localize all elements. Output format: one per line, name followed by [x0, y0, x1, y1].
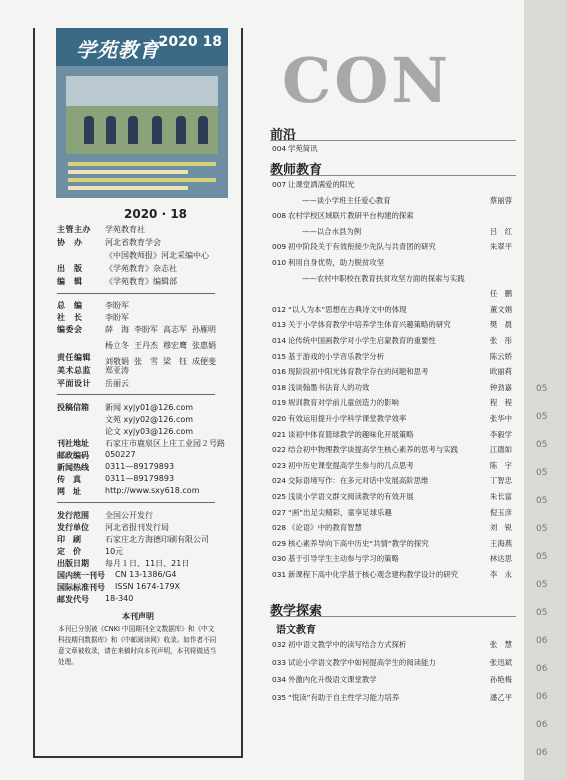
toc-author: 董文娟 — [489, 304, 512, 314]
toc-author: 刘 锐 — [489, 523, 512, 533]
toc-page-number: 031 — [272, 570, 287, 579]
toc-entry[interactable] — [272, 492, 518, 502]
toc-entry[interactable] — [272, 336, 518, 346]
toc-title: 试论小学语文教学中如何提高学生的阅读能力 — [288, 657, 436, 667]
toc-author: 张 慧 — [489, 640, 512, 649]
contact-row: 网 址 http://www.sxy618.com — [57, 486, 200, 496]
toc-entry[interactable] — [272, 320, 518, 330]
toc-page-number: 007 — [272, 180, 287, 189]
section-jiaoshi: 教师教育 — [270, 163, 323, 178]
toc-author: 潘乙平 — [489, 692, 512, 702]
staff-row: 编委会 — [57, 325, 83, 334]
toc-entry[interactable] — [272, 352, 518, 362]
toc-title: 浅谈小学语文群文阅读教学的有效开展 — [288, 492, 414, 501]
toc-page-number: 008 — [272, 211, 287, 221]
toc-title: 基于游戏的小学音乐教学分析 — [288, 351, 385, 361]
toc-entry[interactable] — [272, 242, 518, 252]
toc-page-number: 020 — [272, 414, 287, 423]
toc-author: 张华中 — [489, 414, 512, 423]
toc-page-number: 014 — [272, 336, 287, 345]
toc-author: 陈云娇 — [489, 351, 512, 361]
toc-author: 张迅斌 — [489, 657, 512, 667]
toc-entry[interactable] — [272, 554, 518, 564]
section-jiaoxue: 教学探索 — [270, 604, 323, 619]
toc-entry[interactable] — [272, 289, 518, 299]
contact-row: 新闻热线 0311—89179893 — [57, 462, 175, 472]
contact-row: 刊社地址 石家庄市鹿泉区上庄工业园２号路 — [57, 439, 225, 448]
toc-page-number: 018 — [272, 382, 287, 392]
toc-title: “悦读”有助于自主性学习能力培养 — [288, 692, 400, 702]
divider — [57, 502, 215, 503]
toc-page-number: 021 — [272, 429, 287, 439]
toc-entry[interactable] — [272, 658, 518, 668]
toc-entry[interactable] — [272, 227, 518, 237]
divider — [57, 394, 215, 395]
toc-title: 规训教育对学前儿童创造力的影响 — [288, 398, 399, 408]
publish-row: 国内统一刊号 CN 13-1386/G4 — [57, 570, 177, 580]
toc-title: ——谈小学班主任爱心教育 — [302, 195, 391, 205]
section-rule — [270, 140, 516, 141]
toc-page-number: 009 — [272, 242, 287, 252]
toc-entry[interactable] — [272, 305, 518, 315]
toc-author: 程 程 — [489, 398, 512, 408]
toc-page-number: 013 — [272, 320, 287, 330]
toc-entry[interactable] — [272, 476, 518, 486]
toc-entry[interactable] — [272, 675, 518, 685]
toc-title: 谈初中体育篮球教学的趣味化开展策略 — [288, 429, 414, 439]
toc-title: 论传统中国画教学对小学生启蒙教育的重要性 — [288, 336, 436, 345]
masthead-row: 协 办 河北省教育学会 — [57, 238, 161, 247]
section-rule — [270, 616, 516, 617]
toc-entry[interactable] — [272, 258, 518, 268]
contact-row: 投稿信箱 新闻 xyjy01@126.com — [57, 403, 194, 412]
toc-entry[interactable] — [272, 274, 518, 284]
toc-title: 农村学校区域联片教研平台构建的探索 — [288, 211, 414, 221]
toc-page-number: 029 — [272, 538, 287, 548]
toc-entry[interactable] — [272, 211, 518, 221]
cover-headlines — [68, 162, 216, 194]
toc-title: 浅谈翰墨书法育人的功效 — [288, 382, 370, 392]
toc-page-number: 034 — [272, 675, 287, 684]
toc-title: 初中语文教学中的读写结合方式探析 — [288, 640, 407, 649]
toc-title: “以人为本”思想在古典诗文中的体现 — [288, 304, 407, 314]
toc-entry[interactable] — [272, 414, 518, 424]
publish-row: 国际标准刊号 ISSN 1674-179X — [57, 582, 181, 592]
cover-photo — [66, 76, 218, 154]
toc-title: ——以合水县为例 — [302, 226, 362, 236]
masthead-row: 《中国教师报》河北采编中心 — [105, 251, 209, 260]
toc-author: 倪玉彦 — [489, 507, 512, 517]
contact-row: 传 真 0311—89179893 — [57, 474, 175, 484]
toc-author: 陈 宇 — [489, 460, 512, 470]
toc-page-number: 015 — [272, 351, 287, 361]
toc-entry[interactable] — [272, 570, 518, 580]
cover-masthead — [56, 28, 228, 66]
staff-row: 总 编 李盼军 — [57, 301, 129, 310]
toc-author: 孙艳梅 — [489, 675, 512, 684]
publish-row: 发行单位 河北省报刊发行局 — [57, 523, 169, 532]
divider — [57, 293, 215, 294]
toc-author: 吕 红 — [489, 226, 512, 236]
toc-author: 张 彤 — [489, 336, 512, 345]
contents-heading: CON — [282, 44, 452, 117]
publish-row: 邮发代号 18-340 — [57, 594, 134, 604]
email-link[interactable]: 新闻 xyjy01@126.com — [105, 403, 194, 412]
issue-number: 2020 · 18 — [124, 207, 188, 221]
toc-entry[interactable] — [272, 196, 518, 206]
toc-author: 王海燕 — [489, 538, 512, 548]
contact-row — [57, 414, 193, 425]
toc-page-number: 012 — [272, 304, 287, 314]
editorial-committee: 薛 海 李盼军 高志军 孙雁明 杨立冬 王丹杰 穆宏鹰 张惠娟 刘敬娟 张 雪 梁 钰 成便斐 — [105, 325, 216, 366]
staff-row: 社 长 李盼军 — [57, 313, 129, 322]
toc-entry[interactable] — [272, 523, 518, 533]
toc-title: 初中阶段关于有效衔接少先队与共青团的研究 — [288, 242, 436, 252]
toc-page-number: 022 — [272, 445, 287, 455]
declaration-text: 本刊已分别被《CNKI 中国期刊全文数据库》和《中文科技期刊数据库》和《中邮阅读网》收录。如作者不同意文章被收录，请在来稿时向本刊声明，本刊将做适当处理。 — [58, 625, 217, 666]
toc-entry[interactable] — [272, 398, 518, 408]
toc-title: 现阶段初中阳光体育教学存在的问题和思考 — [288, 367, 429, 377]
toc-title: 核心素养导向下高中历史“共情”教学的探究 — [288, 538, 429, 548]
toc-title: 基于引导学生主动参与学习的策略 — [288, 554, 399, 564]
toc-author: 蔡丽蓉 — [489, 195, 512, 205]
toc-entry[interactable] — [272, 539, 518, 549]
toc-page-number: 027 — [272, 507, 287, 517]
email-link[interactable]: 文苑 xyjy02@126.com — [105, 415, 194, 424]
toc-title: ——农村中职校在教育扶贫攻坚方面的探索与实践 — [302, 273, 465, 283]
toc-entry[interactable]: 004 学苑简讯 — [272, 144, 318, 153]
toc-entry[interactable] — [272, 445, 518, 455]
toc-title: 让课堂洒满爱的阳光 — [288, 180, 355, 189]
toc-entry[interactable] — [272, 430, 518, 440]
publish-row: 出版日期 每月１日、11日、21日 — [57, 559, 190, 568]
toc-page-number: 032 — [272, 640, 287, 649]
toc-entry[interactable] — [272, 383, 518, 393]
toc-entry[interactable] — [272, 367, 518, 377]
contact-row — [57, 426, 193, 437]
toc-title: 初中历史课堂提高学生参与的几点思考 — [288, 460, 414, 470]
masthead-row: 主管主办 学苑教育社 — [57, 225, 145, 234]
toc-author: 江德如 — [489, 445, 512, 455]
toc-author: 钟劲嘉 — [489, 382, 512, 392]
cover-title: 学苑教育 — [76, 38, 160, 62]
toc-author: 朱长富 — [489, 492, 512, 501]
staff-row: 美术总监 郑亚涛 — [57, 366, 129, 375]
publish-row: 发行范围 全国公开发行 — [57, 511, 153, 520]
toc-page-number: 025 — [272, 492, 287, 501]
toc-page-number: 028 — [272, 523, 287, 533]
section-yuwen: 语文教育 — [276, 625, 316, 636]
toc-entry[interactable] — [272, 461, 518, 471]
masthead-row: 出 版 《学苑教育》杂志社 — [57, 264, 177, 273]
toc-author: 任 鹏 — [489, 289, 512, 299]
toc-author: 李毅学 — [489, 429, 512, 439]
toc-title: 利用自身优势，助力脱贫攻坚 — [288, 258, 385, 267]
toc-title: 关于小学体育教学中培养学生体育兴趣策略的研究 — [288, 320, 451, 330]
toc-page-number: 016 — [272, 367, 287, 377]
toc-author: 朱翠平 — [489, 242, 512, 252]
toc-title: “画”出足尖精彩，童享足球乐趣 — [288, 507, 392, 517]
staff-row: 平面设计 岳丽云 — [57, 379, 129, 388]
toc-title: 《论语》中的教育智慧 — [288, 523, 362, 533]
email-link[interactable]: 论文 xyjy03@126.com — [105, 427, 194, 436]
publish-row: 印 刷 石家庄北方海德印刷有限公司 — [57, 535, 209, 544]
toc-page-number: 035 — [272, 692, 287, 702]
toc-author: 樊 晨 — [489, 320, 512, 330]
declaration-title: 本刊声明 — [122, 612, 154, 621]
toc-title: 外激内化升级语文课堂教学 — [288, 675, 377, 684]
toc-entry[interactable] — [272, 180, 518, 190]
next-page-edge: 05 05 05 05 05 05 05 05 05 06 06 06 06 06 — [524, 0, 567, 780]
masthead-row: 编 辑 《学苑教育》编辑部 — [57, 277, 177, 286]
toc-title: 交际语境写作：在多元对话中发展高阶思维 — [288, 476, 429, 486]
toc-entry[interactable] — [272, 508, 518, 518]
toc-author: 李 永 — [489, 570, 512, 579]
toc-page-number: 033 — [272, 657, 287, 667]
toc-entry[interactable] — [272, 640, 518, 650]
toc-title: 有效运用提升小学科学课堂教学效率 — [288, 414, 407, 423]
toc-title: 新课程下高中化学基于核心观念建构教学设计的研究 — [288, 570, 458, 579]
toc-author: 欧丽莉 — [489, 367, 512, 377]
cover-issue: 2020 18 — [158, 34, 222, 50]
toc-author: 林达思 — [489, 554, 512, 564]
website-link[interactable]: http://www.sxy618.com — [105, 486, 200, 495]
toc-page-number: 019 — [272, 398, 287, 408]
section-qianyan: 前沿 — [270, 128, 297, 143]
toc-page-number: 023 — [272, 460, 287, 470]
cover-thumbnail[interactable] — [56, 28, 228, 198]
toc-title: 结合初中物理教学谈提高学生核心素养的思考与实践 — [288, 445, 458, 455]
section-rule — [270, 175, 516, 176]
toc-author: 丁智忠 — [489, 476, 512, 486]
toc-entry[interactable] — [272, 693, 518, 703]
contact-row: 邮政编码 050227 — [57, 450, 136, 460]
toc-page-number: 030 — [272, 554, 287, 564]
toc-page-number: 010 — [272, 258, 287, 267]
staff-row: 责任编辑 — [57, 353, 91, 362]
publish-row: 定 价 10元 — [57, 547, 124, 556]
toc-page-number: 024 — [272, 476, 287, 486]
